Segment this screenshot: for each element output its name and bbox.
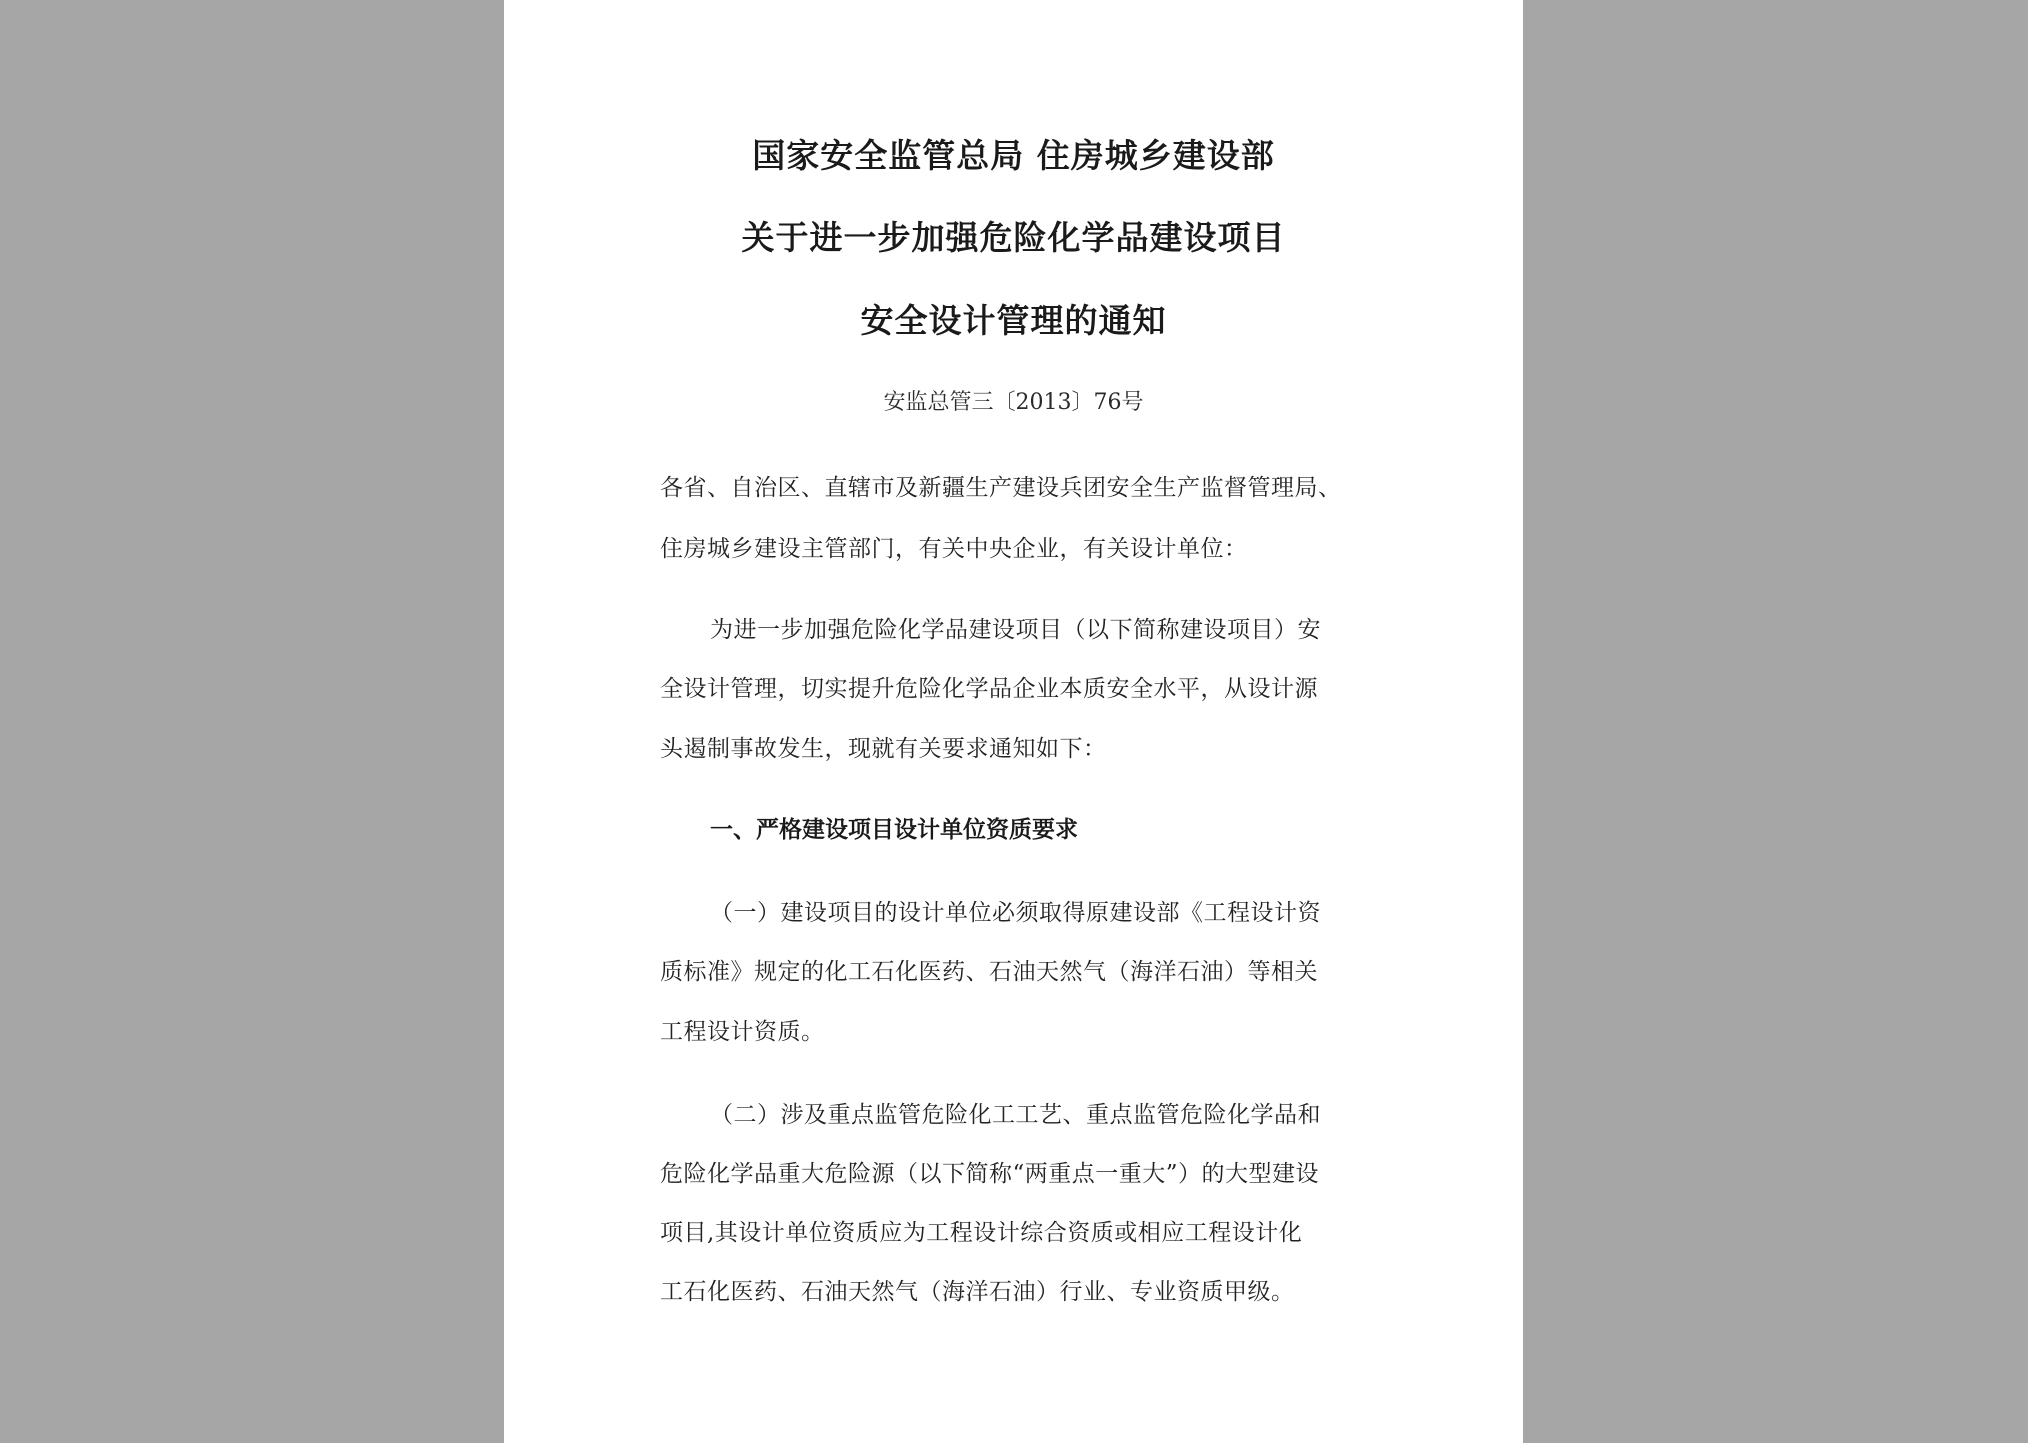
item-1-line-1: （一）建设项目的设计单位必须取得原建设部《工程设计资 bbox=[710, 900, 1321, 926]
item-1-line-3: 工程设计资质。 bbox=[660, 1019, 825, 1045]
item-2-line-2: 危险化学品重大危险源（以下简称“两重点一重大”）的大型建设 bbox=[660, 1161, 1320, 1187]
document-page bbox=[504, 0, 1523, 1443]
section-1-heading: 一、严格建设项目设计单位资质要求 bbox=[710, 817, 1078, 843]
document-number: 安监总管三〔2013〕76号 bbox=[883, 390, 1144, 415]
item-1-line-2: 质标准》规定的化工石化医药、石油天然气（海洋石油）等相关 bbox=[660, 959, 1318, 985]
title-line-1: 国家安全监管总局 住房城乡建设部 bbox=[752, 136, 1275, 175]
title-line-2: 关于进一步加强危险化学品建设项目 bbox=[741, 218, 1286, 257]
title-line-3: 安全设计管理的通知 bbox=[860, 301, 1167, 340]
item-2-line-3: 项目,其设计单位资质应为工程设计综合资质或相应工程设计化 bbox=[660, 1220, 1303, 1246]
addressee-line-2: 住房城乡建设主管部门，有关中央企业，有关设计单位： bbox=[660, 536, 1248, 562]
intro-line-2: 全设计管理，切实提升危险化学品企业本质安全水平，从设计源 bbox=[660, 676, 1318, 702]
intro-line-3: 头遏制事故发生，现就有关要求通知如下： bbox=[660, 736, 1107, 762]
item-2-line-1: （二）涉及重点监管危险化工工艺、重点监管危险化学品和 bbox=[710, 1102, 1321, 1128]
addressee-line-1: 各省、自治区、直辖市及新疆生产建设兵团安全生产监督管理局、 bbox=[660, 475, 1342, 501]
intro-line-1: 为进一步加强危险化学品建设项目（以下简称建设项目）安 bbox=[710, 617, 1321, 643]
item-2-line-4: 工石化医药、石油天然气（海洋石油）行业、专业资质甲级。 bbox=[660, 1279, 1295, 1305]
